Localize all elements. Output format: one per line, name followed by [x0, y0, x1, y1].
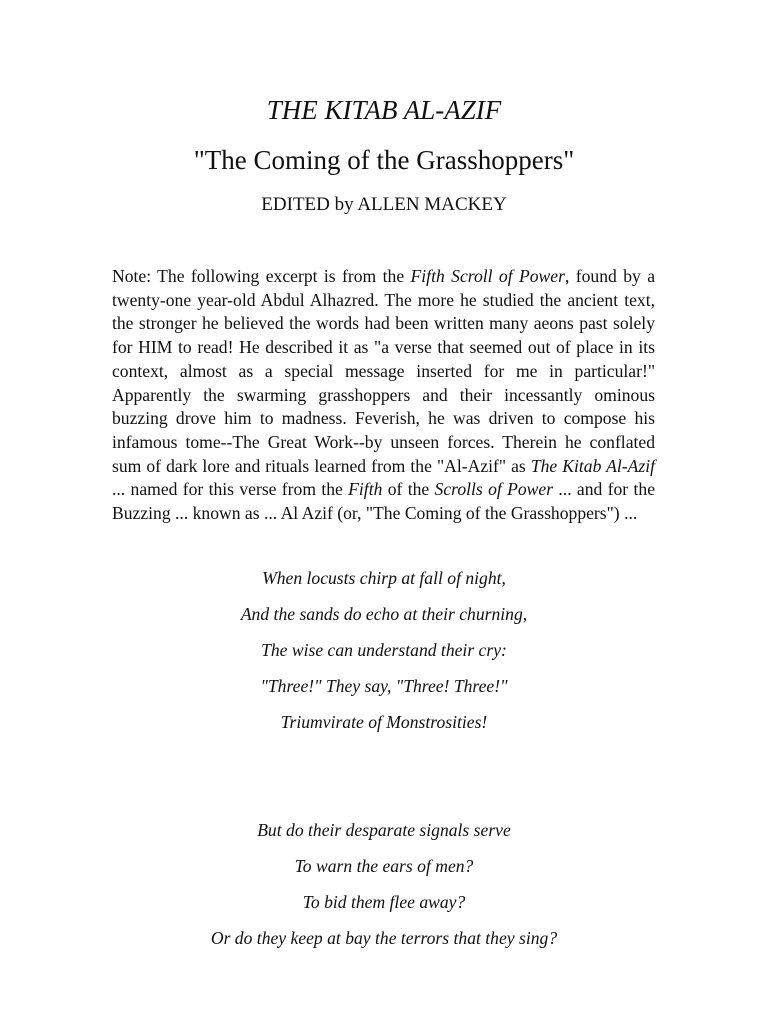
stanza-break — [0, 779, 768, 815]
verse-line: But do their desparate signals serve — [257, 820, 511, 840]
verse-line: Triumvirate of Monstrosities! — [280, 712, 488, 732]
note-text: Note: The following excerpt is from the — [112, 266, 411, 286]
document-subtitle: "The Coming of the Grasshoppers" — [193, 145, 575, 175]
verse-line: The wise can understand their cry: — [261, 640, 507, 660]
editor-credit: EDITED by ALLEN MACKEY — [261, 194, 507, 215]
verse-poem — [0, 563, 768, 959]
verse-line: "Three!" They say, "Three! Three!" — [260, 676, 508, 696]
note-text: ... named for this verse from the — [112, 479, 349, 500]
note-italic-scrolls: Scrolls of Power — [434, 479, 554, 500]
verse-line: Or do they keep at bay the terrors that they sing? — [210, 928, 558, 948]
verse-line: When locusts chirp at fall of night, — [262, 568, 506, 588]
note-italic-fifth-scroll: Fifth Scroll of Power — [410, 266, 565, 286]
note-text: of the — [382, 479, 435, 500]
verse-line: To warn the ears of men? — [294, 856, 474, 876]
verse-line: To bid them flee away? — [302, 892, 466, 912]
verse-line: And the sands do echo at their churning, — [240, 604, 528, 624]
note-italic-fifth: Fifth — [348, 479, 383, 500]
stanza-break — [0, 743, 768, 779]
document-title: THE KITAB AL-AZIF — [266, 95, 502, 125]
note-italic-kitab: The Kitab Al-Azif — [530, 455, 655, 476]
note-text: ... and for the Buzzing ... known as ... Al Azif (or, "The Coming of the Grasshoppers") ... — [112, 479, 655, 524]
note-text: , found by a twenty-one year-old Abdul Alhazred. The more he studied the ancient text, the stronger he believed the words had been written many aeons past solely for HIM to read! He described it as "a verse that seemed out of place in its context, almost as a special message inserted for me in particular!" Apparently the swarming grasshoppers and their incessantly ominous buzzing drove him to madness. Feverish, he was driven to compose his infamous tome--The Great Work--by unseen forces. Therein he conflated sum of dark lore and rituals learned from the "Al-Azif" as — [112, 266, 655, 476]
editor-note — [112, 265, 655, 526]
